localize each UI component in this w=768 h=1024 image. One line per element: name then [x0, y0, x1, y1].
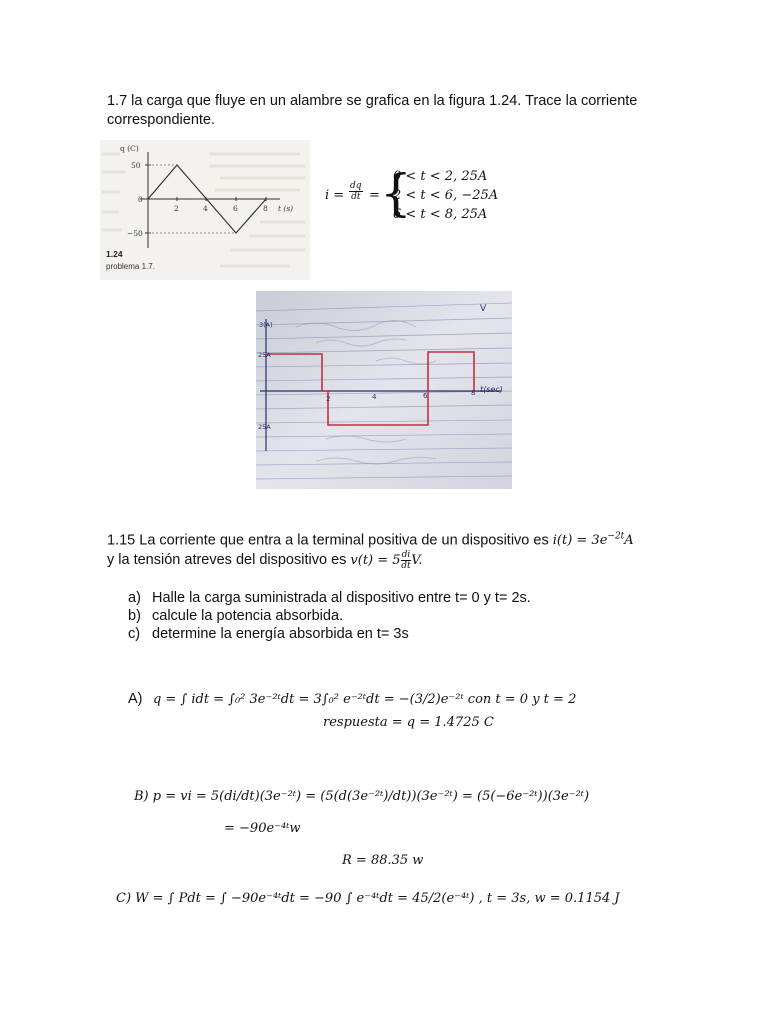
- photo-tick-6: 6: [423, 392, 428, 400]
- problem-1-7-line1: 1.7 la carga que fluye en un alambre se grafica en la figura 1.24. Trace la corriente: [107, 93, 638, 109]
- x-tick-2: 2: [174, 204, 179, 213]
- cases-brace: {: [380, 164, 412, 222]
- photo-y-label: 3(A): [259, 321, 273, 329]
- sub-questions: [128, 589, 688, 643]
- solution-c-equation: C) W = ∫ Pdt = ∫ −90e⁻⁴ᵗdt = −90 ∫ e⁻⁴ᵗdt = 45/2(e⁻⁴ᵗ) , t = 3s, w = 0.1154 J: [116, 891, 620, 906]
- photo-level-neg: 25A: [258, 423, 271, 431]
- x-tick-6: 6: [233, 204, 238, 213]
- current-piecewise-formula: i = $\frac{dq}{dt}$ = { 0 < t < 2, 25A 2 < t < 6, −25A 6 < t < 8, 25A: [325, 164, 499, 222]
- current-graph-sketch: [256, 291, 512, 489]
- solution-b-equation: B) p = vi = 5(di/dt)(3e⁻²ᵗ) = (5(d(3e⁻²ᵗ)/dt))(3e⁻²ᵗ) = (5(−6e⁻²ᵗ))(3e⁻²ᵗ): [134, 789, 590, 804]
- photo-tick-4: 4: [372, 393, 377, 401]
- formula-lhs: i =: [325, 188, 345, 203]
- charge-graph: [100, 140, 310, 280]
- problem-1-15-text2: y la tensión atreves del dispositivo es: [107, 552, 347, 568]
- photo-tick-8: 8: [471, 389, 476, 397]
- y-tick-neg50: −50: [127, 229, 143, 238]
- current-expression: $i(t) = 3e^{-2t}A$: [552, 532, 634, 549]
- solution-a: [128, 690, 688, 709]
- problem-1-7-line2: correspondiente.: [107, 112, 216, 128]
- voltage-expression: v(t) = 5 $\frac{di}{dt}$ V.: [350, 550, 423, 571]
- solution-a-label: A): [128, 691, 143, 707]
- question-b: b) calcule la potencia absorbida.: [128, 608, 344, 624]
- case-1: 0 < t < 2, 25A: [393, 169, 488, 184]
- handwritten-current-graph-photo: [256, 291, 512, 489]
- photo-level-pos: 25A: [258, 351, 271, 359]
- problem-1-15-line2: [107, 550, 697, 574]
- figure-1-24: [100, 140, 310, 280]
- figure-number: 1.24: [106, 249, 123, 259]
- dq-dt-fraction: $\frac{dq}{dt}$: [350, 181, 362, 202]
- photo-tick-2: 2: [326, 395, 331, 403]
- x-tick-8: 8: [263, 204, 268, 213]
- solution-r-result: R = 88.35 w: [342, 853, 424, 868]
- x-axis-label: t (s): [278, 204, 294, 213]
- y-tick-50: 50: [131, 161, 141, 170]
- problem-1-15-text1: 1.15 La corriente que entra a la terminal positiva de un dispositivo es: [107, 532, 549, 549]
- problem-1-7-statement: [107, 92, 707, 130]
- solution-a-equation: q = ∫ idt = ∫₀² 3e⁻²ᵗdt = 3∫₀² e⁻²ᵗdt = −(3/2)e⁻²ᵗ con t = 0 y t = 2: [152, 692, 577, 707]
- case-3: 6 < t < 8, 25A: [393, 207, 488, 222]
- problem-1-15-statement: [107, 528, 697, 574]
- photo-corner-mark: V: [480, 304, 487, 314]
- question-c: c) determine la energía absorbida en t= 3s: [128, 626, 409, 642]
- problem-1-15-line1: [107, 528, 697, 548]
- y-tick-0: 0: [138, 195, 143, 204]
- solution-a-result: respuesta = q = 1.4725 C: [323, 715, 494, 730]
- x-tick-4: 4: [203, 204, 208, 213]
- case-2: 2 < t < 6, −25A: [393, 188, 499, 203]
- figure-caption: problema 1.7.: [106, 262, 155, 271]
- cases-list: [393, 167, 498, 224]
- solution-b-result: = −90e⁻⁴ᵗw: [224, 821, 301, 836]
- question-a: a) Halle la carga suministrada al dispositivo entre t= 0 y t= 2s.: [128, 590, 531, 606]
- photo-x-label: t(sec): [480, 385, 503, 394]
- y-axis-label: q (C): [120, 144, 139, 153]
